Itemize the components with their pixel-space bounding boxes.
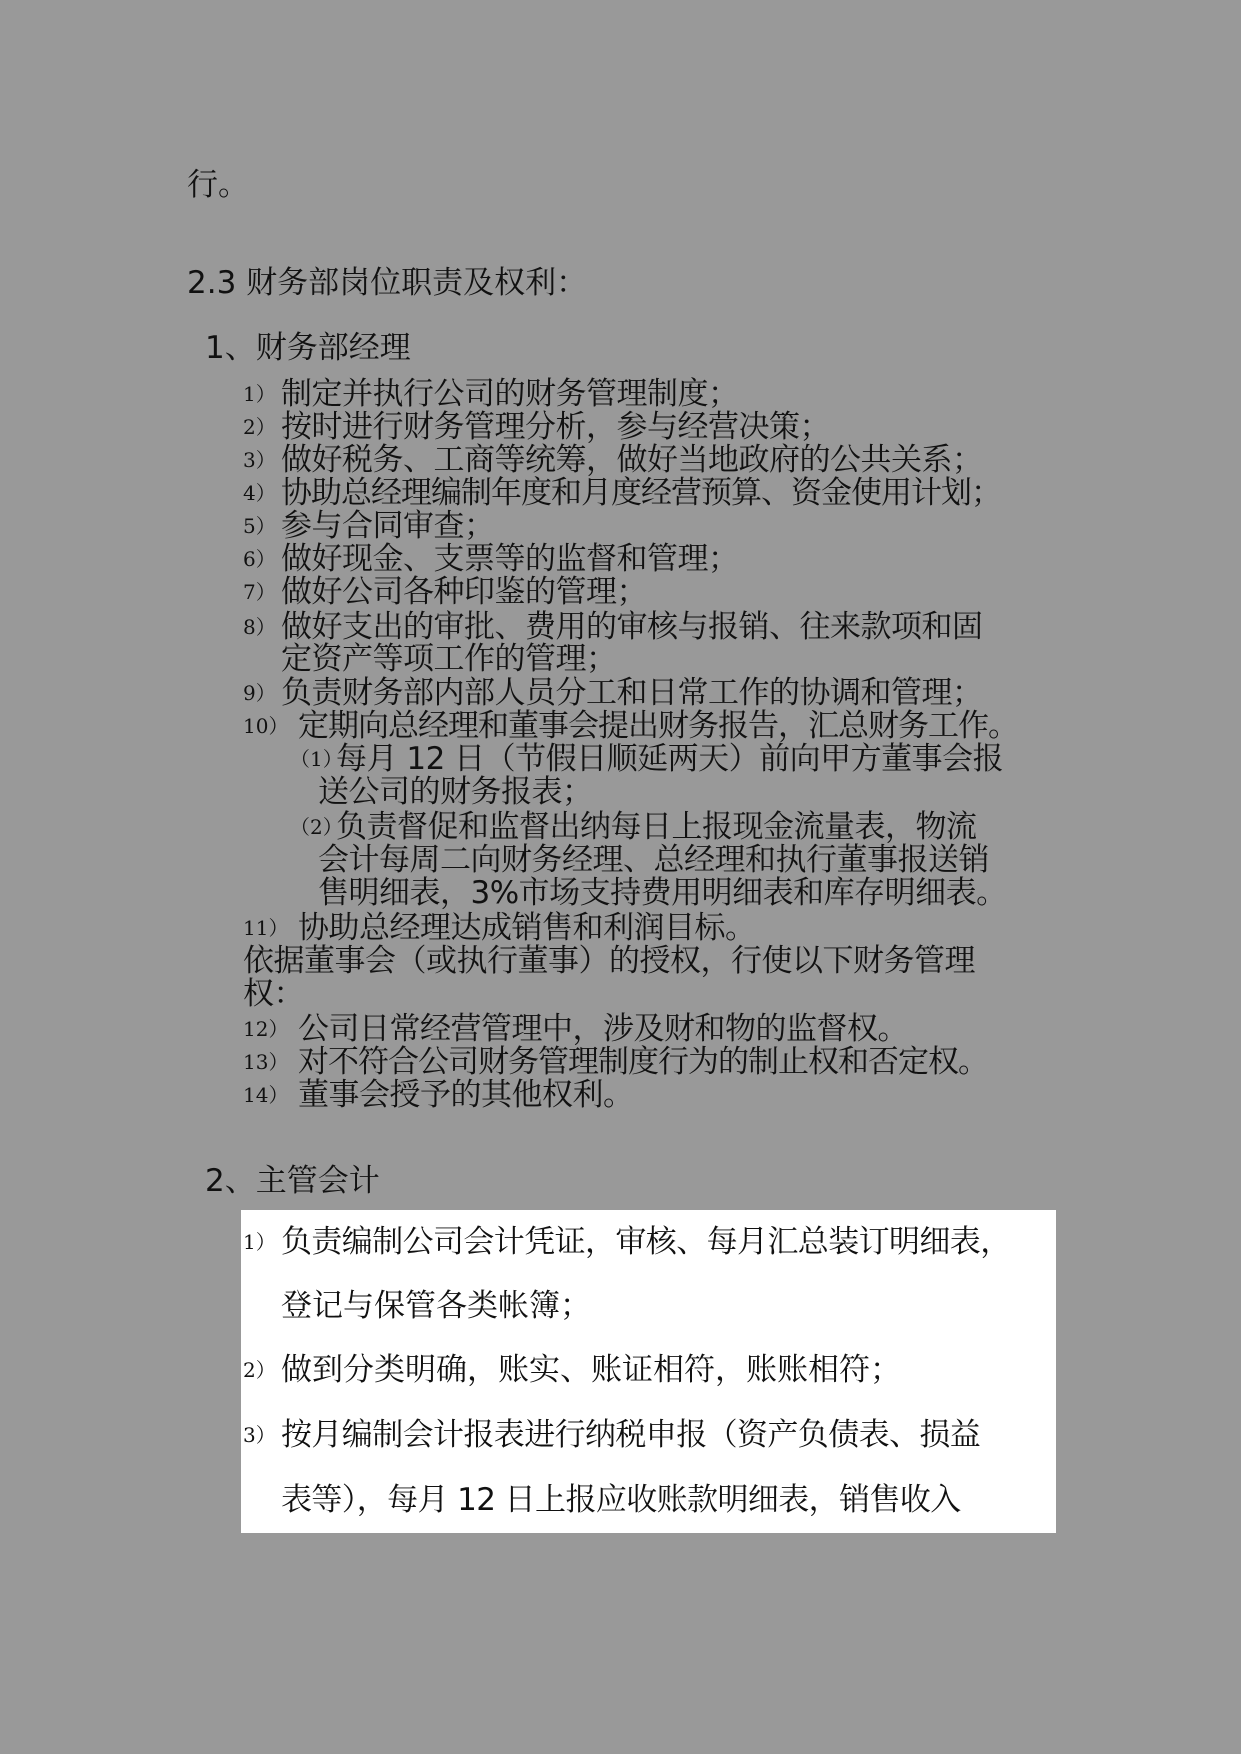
list-item: 负责编制公司会计凭证，审核、每月汇总装订明细表， [281, 1224, 1011, 1260]
subitem-continuation: 会计每周二向财务经理、总经理和执行董事报送销 [318, 842, 989, 878]
list-item: 按时进行财务管理分析，参与经营决策； [281, 409, 830, 445]
list-item-number: 8） [243, 615, 276, 639]
list-item: 对不符合公司财务管理制度行为的制止权和否定权。 [298, 1044, 988, 1080]
highlight-box [241, 1210, 1056, 1533]
list-item: 制定并执行公司的财务管理制度； [281, 376, 739, 412]
list-item: 协助总经理达成销售和利润目标。 [298, 910, 756, 946]
list-item-number: 5） [243, 514, 276, 538]
subitem-number: （1） [290, 747, 343, 771]
list-item: 定期向总经理和董事会提出财务报告，汇总财务工作。 [298, 708, 1018, 744]
list-item: 协助总经理编制年度和月度经营预算、资金使用计划； [281, 475, 1001, 511]
list-item-number: 7） [243, 580, 276, 604]
list-item: 做好公司各种印鉴的管理； [281, 574, 647, 610]
subitem-continuation: 送公司的财务报表； [318, 774, 593, 810]
list-item-number: 11） [243, 916, 289, 940]
list-item-number: 12） [243, 1017, 289, 1041]
list-item-number: 3） [243, 1423, 276, 1447]
list-item-number: 2） [243, 415, 276, 439]
list-item-number: 10） [243, 714, 289, 738]
list-item-continuation: 表等），每月 12 日上报应收账款明细表，销售收入 [281, 1482, 961, 1518]
subitem: 每月 12 日（节假日顺延两天）前向甲方董事会报 [336, 741, 1004, 777]
fragment-text: 行。 [187, 167, 249, 203]
list-item-continuation: 登记与保管各类帐簿； [281, 1288, 591, 1324]
list-item-number: 1） [243, 1230, 276, 1254]
list-item-number: 13） [243, 1050, 289, 1074]
section-title: 2.3 财务部岗位职责及权利： [187, 265, 588, 301]
list-item: 按月编制会计报表进行纳税申报（资产负债表、损益 [281, 1417, 981, 1453]
subitem-continuation: 售明细表，3%市场支持费用明细表和库存明细表。 [318, 875, 1007, 911]
part2-heading: 2、主管会计 [205, 1163, 380, 1199]
list-item: 做好现金、支票等的监督和管理； [281, 541, 739, 577]
subitem-number: （2） [290, 815, 343, 839]
list-item: 参与合同审查； [281, 508, 495, 544]
list-item: 负责财务部内部人员分工和日常工作的协调和管理； [281, 675, 983, 711]
list-item-continuation: 定资产等项工作的管理； [281, 641, 617, 677]
authority-intro: 依据董事会（或执行董事）的授权，行使以下财务管理 [243, 943, 975, 979]
list-item-number: 3） [243, 448, 276, 472]
list-item-number: 2） [243, 1358, 276, 1382]
list-item-number: 14） [243, 1083, 289, 1107]
list-item: 公司日常经营管理中，涉及财和物的监督权。 [298, 1011, 908, 1047]
authority-intro-continuation: 权： [243, 976, 304, 1012]
list-item-number: 1） [243, 382, 276, 406]
list-item-number: 6） [243, 547, 276, 571]
list-item: 董事会授予的其他权利。 [298, 1077, 634, 1113]
list-item-number: 9） [243, 681, 276, 705]
list-item-number: 4） [243, 481, 276, 505]
part1-heading: 1、财务部经理 [205, 330, 411, 366]
list-item: 做到分类明确，账实、账证相符，账账相符； [281, 1352, 901, 1388]
subitem: 负责督促和监督出纳每日上报现金流量表，物流 [336, 809, 977, 845]
list-item: 做好税务、工商等统筹，做好当地政府的公共关系； [281, 442, 983, 478]
list-item: 做好支出的审批、费用的审核与报销、往来款项和固 [281, 609, 983, 645]
